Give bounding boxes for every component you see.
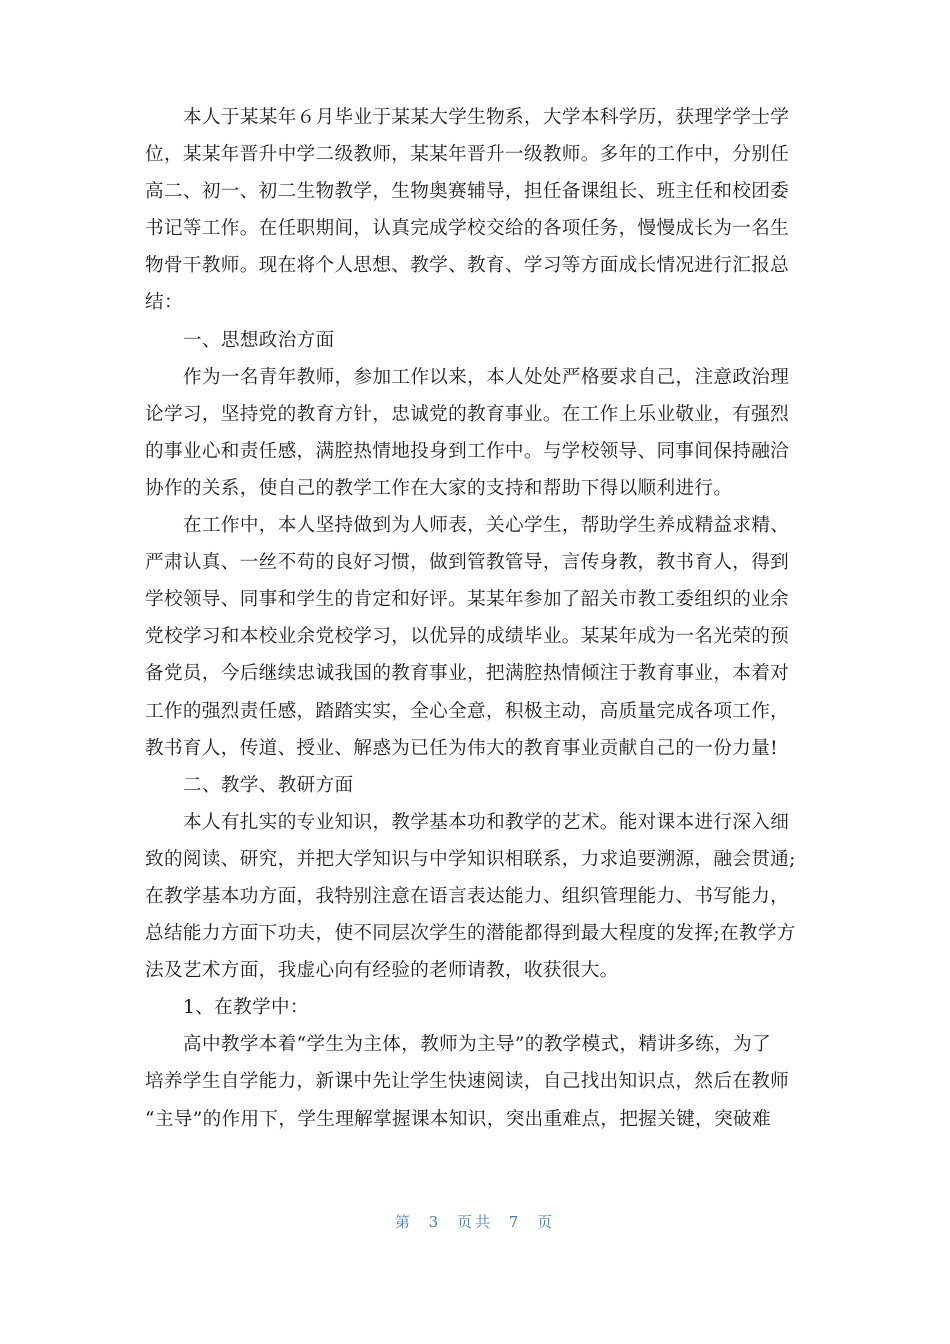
text-line: 本人有扎实的专业知识，教学基本功和教学的艺术。能对课本进行深入细 [183,811,790,833]
text-line: 高中教学本着“学生为主体，教师为主导”的教学模式，精讲多练，为了 [183,1034,772,1056]
text-line: 1、在教学中： [183,997,309,1019]
text-line: 高二、初一、初二生物教学，生物奥赛辅导，担任备课组长、班主任和校团委 [145,181,790,203]
text-line: 致的阅读、研究，并把大学知识与中学知识相联系，力求追要溯源，融会贯通; [145,848,796,870]
text-line: 学校领导、同事和学生的肯定和好评。某某年参加了韶关市教工委组织的业余 [145,589,790,611]
text-line: 在教学基本功方面，我特别注意在语言表达能力、组织管理能力、书写能力， [145,885,790,907]
text-line: “主导”的作用下，学生理解掌握课本知识，突出重难点，把握关键，突破难 [145,1108,771,1130]
text-line: 本人于某某年６月毕业于某某大学生物系，大学本科学历，获理学学士学 [183,107,790,128]
text-line: 工作的强烈责任感，踏踏实实，全心全意，积极主动，高质量完成各项工作， [145,700,790,722]
text-line: 培养学生自学能力，新课中先让学生快速阅读，自己找出知识点，然后在教师 [145,1071,790,1093]
text-line: 严肃认真、一丝不苟的良好习惯，做到管教管导，言传身教，教书育人，得到 [145,552,790,574]
text-line: 二、教学、教研方面 [183,774,354,796]
text-line: 在工作中，本人坚持做到为人师表，关心学生，帮助学生养成精益求精、 [183,515,790,537]
document-body [145,99,805,1138]
text-line: 位，某某年晋升中学二级教师，某某年晋升一级教师。多年的工作中，分别任 [145,144,790,166]
text-line: 作为一名青年教师，参加工作以来，本人处处严格要求自己，注意政治理 [183,366,790,388]
text-line: 党校学习和本校业余党校学习，以优异的成绩毕业。某某年成为一名光荣的预 [145,626,790,648]
text-line: 协作的关系，使自己的教学工作在大家的支持和帮助下得以顺利进行。 [145,477,733,499]
text-line: 论学习，坚持党的教育方针，忠诚党的教育事业。在工作上乐业敬业，有强烈 [145,403,790,425]
page-number-footer: 第 3 页共 7 页 [394,1213,556,1231]
text-line: 书记等工作。在任职期间，认真完成学校交给的各项任务，慢慢成长为一名生 [145,218,790,240]
text-line: 总结能力方面下功夫，使不同层次学生的潜能都得到最大程度的发挥;在教学方 [145,923,796,945]
text-line: 法及艺术方面，我虚心向有经验的老师请教，收获很大。 [145,960,619,982]
text-line: 一、思想政治方面 [183,329,335,351]
text-line: 备党员，今后继续忠诚我国的教育事业，把满腔热情倾注于教育事业，本着对 [145,663,790,685]
text-line: 结： [145,292,183,314]
text-line: 教书育人，传道、授业、解惑为已任为伟大的教育事业贡献自己的一份力量! [145,737,778,759]
text-line: 的事业心和责任感，满腔热情地投身到工作中。与学校领导、同事间保持融洽 [145,440,790,462]
text-line: 物骨干教师。现在将个人思想、教学、教育、学习等方面成长情况进行汇报总 [145,255,790,277]
